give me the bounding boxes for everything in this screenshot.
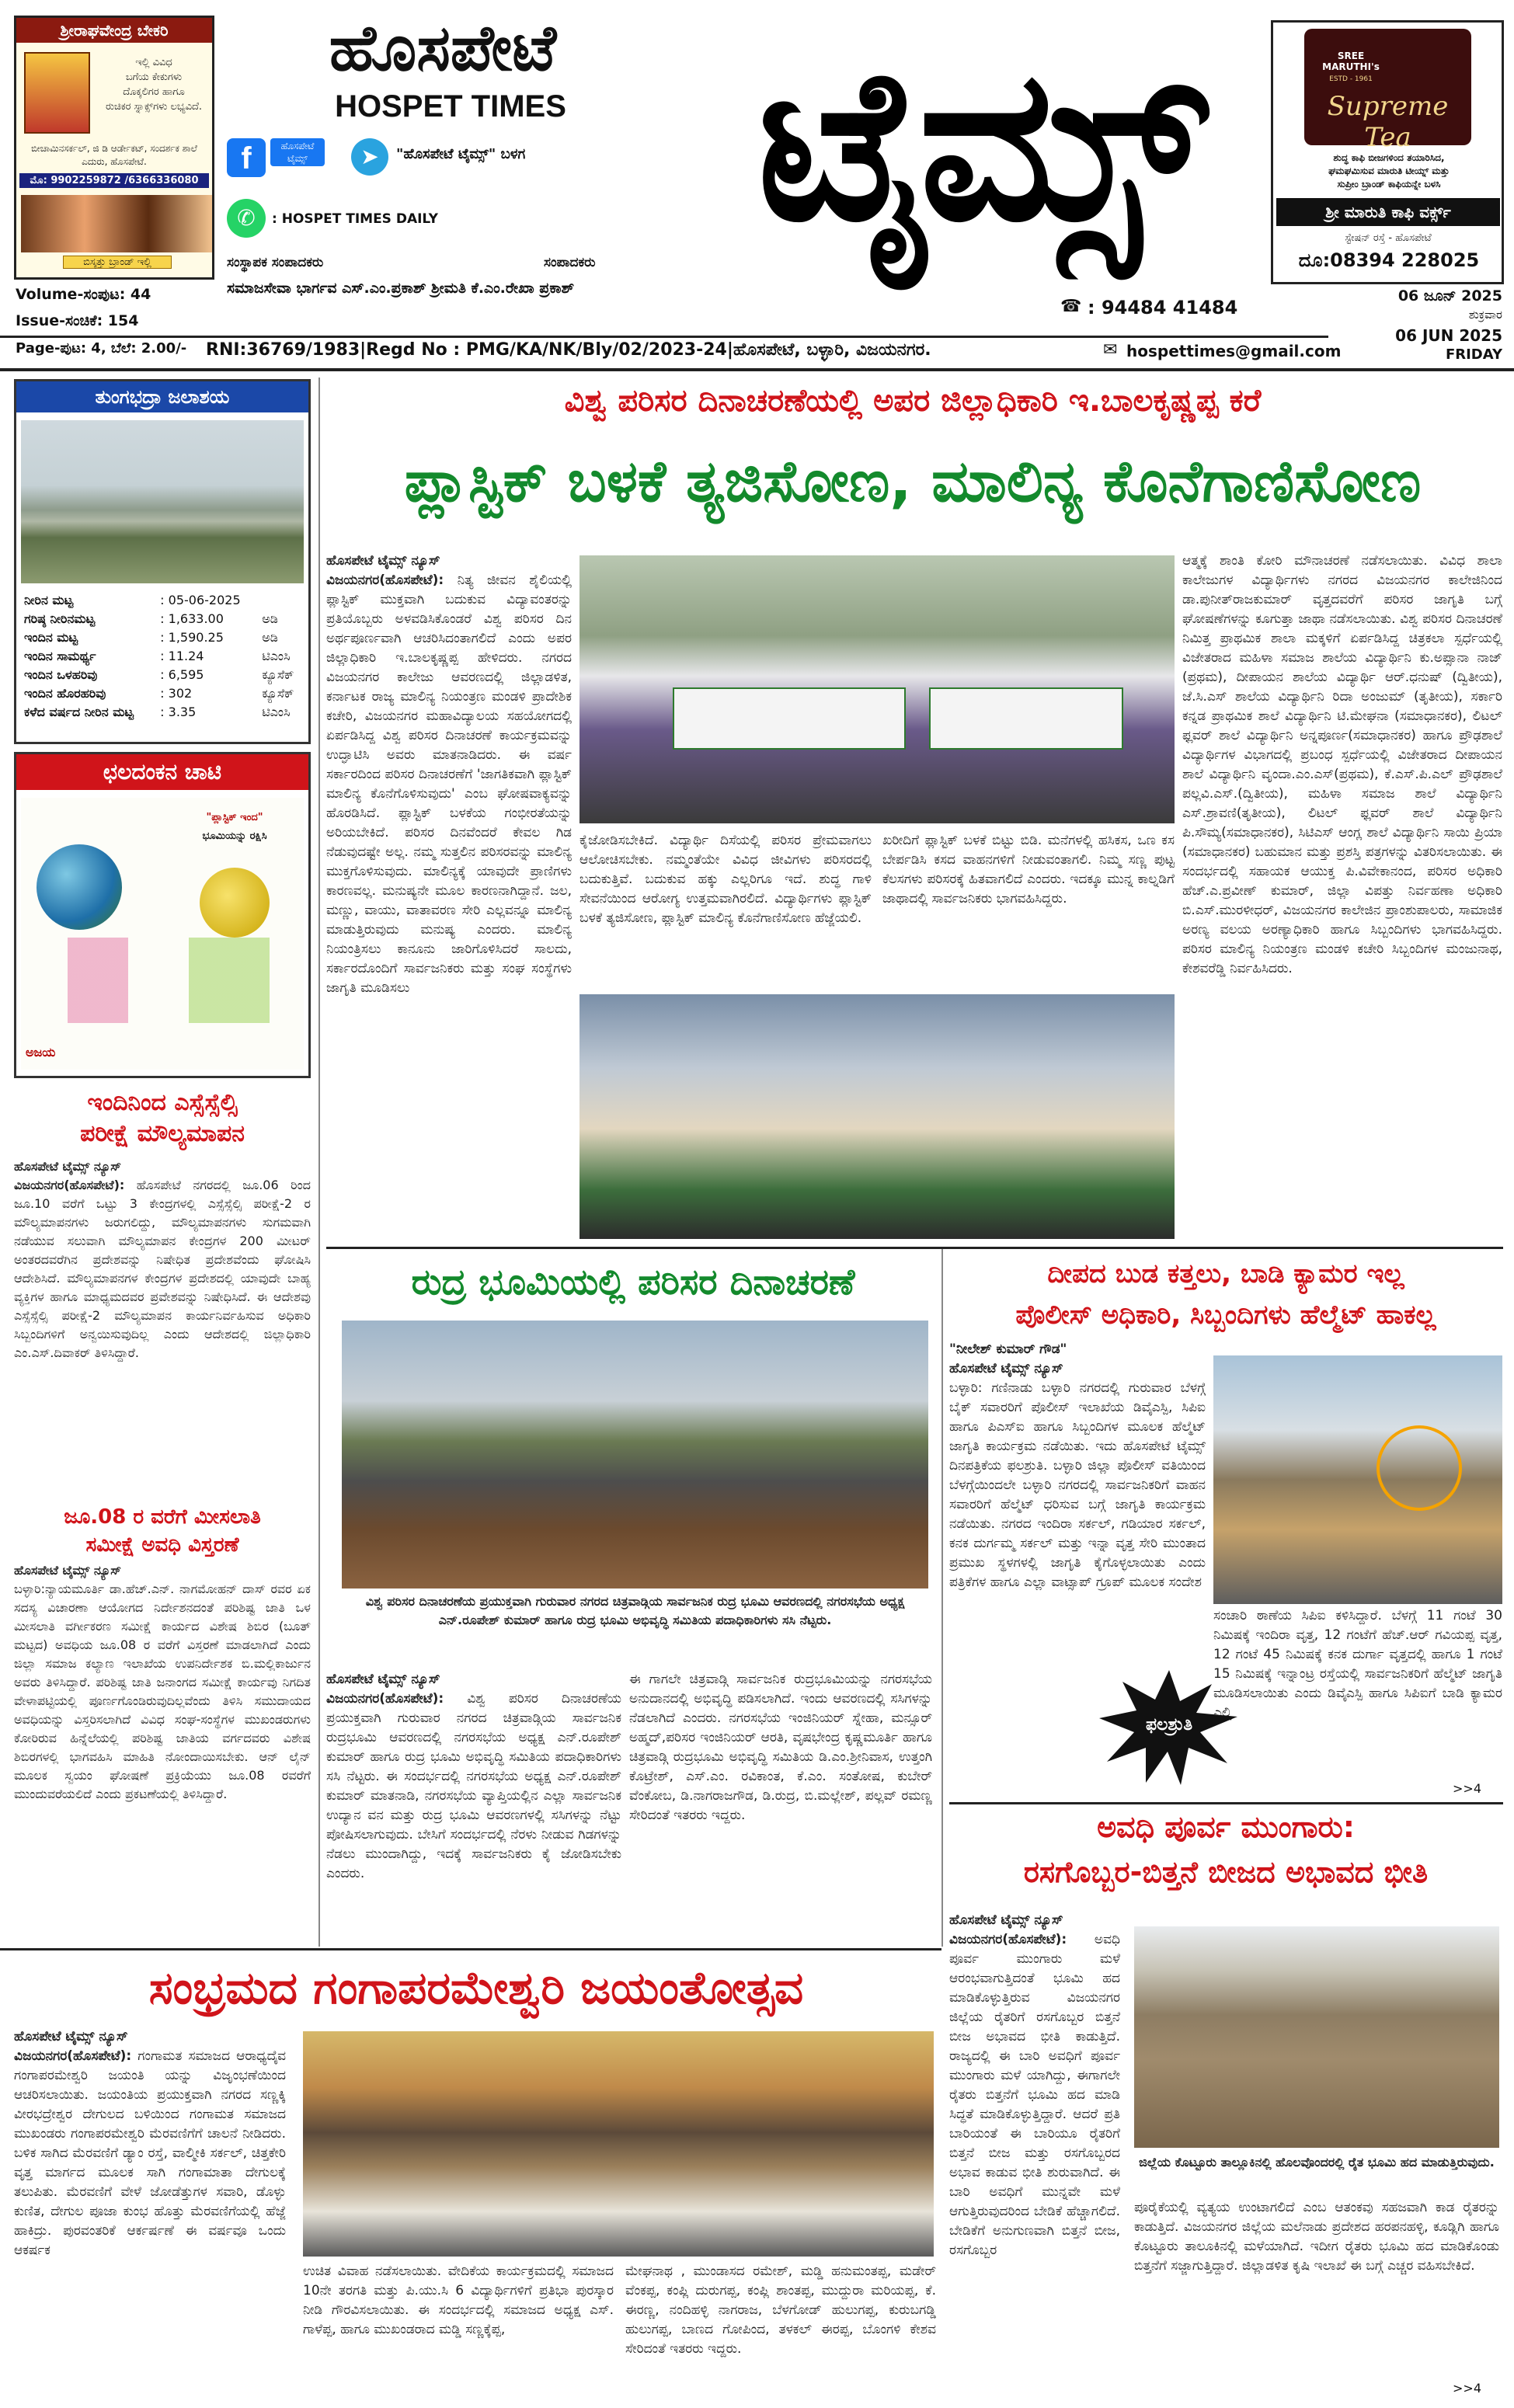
rudra-headline: ರುದ್ರ ಭೂಮಿಯಲ್ಲಿ ಪರಿಸರ ದಿನಾಚರಣೆ — [411, 1261, 855, 1303]
cake-image — [21, 195, 212, 252]
founder-label: ಸಂಸ್ಥಾಪಕ ಸಂಪಾದಕರು — [227, 255, 324, 270]
monsoon-headline-1: ಅವಧಿ ಪೂರ್ವ ಮುಂಗಾರು: — [1097, 1810, 1355, 1844]
police-more[interactable]: >>4 — [1453, 1781, 1481, 1796]
section-rule — [949, 1802, 1503, 1804]
byline: ಹೊಸಪೇಟೆ ಟೈಮ್ಸ್ ನ್ಯೂಸ್ — [949, 1912, 1063, 1928]
rudra-caption: ವಿಶ್ವ ಪರಿಸರ ದಿನಾಚರಣೆಯ ಪ್ರಯುಕ್ತವಾಗಿ ಗುರುವಾರ ನಗರದ ಚಿತ್ರವಾಡ್ಗಿಯ ಸಾರ್ವಜನಿಕ ರುದ್ರ ಭೂಮಿ ಆವರಣದಲ್ಲಿ ನಗರಸಭೆಯ ಅಧ್ಯಕ್ಷ ಎನ್.ರೂಪೇಶ್ ಕುಮಾರ್ ಹಾಗೂ ರುದ್ರ ಭೂಮಿ ಅಭಿವೃದ್ಧಿ ಸಮಿತಿಯ ಪದಾಧಿಕಾರಿಗಳು ಸಸಿ ನೆಟ್ಟರು. — [365, 1594, 905, 1627]
cartoon-title: ಛಲದಂಕನ ಚಾಟಿ — [16, 754, 308, 790]
story-body: ಅವಧಿ ಪೂರ್ವ ಮುಂಗಾರು ಮಳೆ ಆರಂಭವಾಗುತ್ತಿದಂತೆ ಭೂಮಿ ಹದ ಮಾಡಿಕೊಳ್ಳುತ್ತಿರುವ ವಿಜಯನಗರ ಜಿಲ್ಲೆಯ ರೈತರಿಗೆ ರಸಗೊಬ್ಬರ ಬಿತ್ತನೆ ಬೀಜ ಅಭಾವದ ಭೀತಿ ಕಾಡುತ್ತಿದೆ. ರಾಜ್ಯದಲ್ಲಿ ಈ ಬಾರಿ ಅವಧಿಗೆ ಪೂರ್ವ ಮುಂಗಾರು ಮಳೆ ಯಾಗಿದ್ದು, ಈಗಾಗಲೇ ರೈತರು ಬಿತ್ತನೆಗೆ ಭೂಮಿ ಹದ ಮಾಡಿ ಸಿದ್ಧತೆ ಮಾಡಿಕೊಳ್ಳುತ್ತಿದ್ದಾರೆ. ಆದರೆ ಪ್ರತಿ ಬಾರಿಯಂತೆ ಈ ಬಾರಿಯೂ ರೈತರಿಗೆ ಬಿತ್ತನೆ ಬೀಜ ಮತ್ತು ರಸಗೊಬ್ಬರದ ಅಭಾವ ಕಾಡುವ ಭೀತಿ ಶುರುವಾಗಿದೆ. ಈ ಬಾರಿ ಅವಧಿಗೆ ಮುನ್ನವೇ ಮಳೆ ಆಗುತ್ತಿರುವುದರಿಂದ ಬೇಡಿಕೆ ಹೆಚ್ಚಾಗಲಿದೆ. ಬೇಡಿಕೆಗೆ ಅನುಗುಣವಾಗಿ ಬಿತ್ತನೆ ಬೀಜ, ರಸಗೊಬ್ಬರ — [949, 1932, 1120, 2258]
dam-table-row — [21, 647, 304, 666]
masthead-bottom-rule — [0, 368, 1514, 371]
big-title: ಟೈಮ್ಸ್ — [757, 20, 1200, 267]
dateline: ವಿಜಯನಗರ(ಹೊಸಪೇಟೆ): — [14, 2048, 132, 2064]
tea-brand: Supreme Tea — [1327, 91, 1449, 153]
volume: Volume-ಸಂಪುಟ: 44 — [16, 286, 151, 303]
ganga-headline: ಸಂಭ್ರಮದ ಗಂಗಾಪರಮೇಶ್ವರಿ ಜಯಂತೋತ್ಸವ — [148, 1961, 804, 2014]
police-stamp — [1099, 1670, 1239, 1787]
telegram-icon[interactable]: ➤ — [351, 138, 388, 176]
ganga-col3: ಮೇಘನಾಥ , ಮುಂಡಾಸದ ರಮೇಶ್, ಮಡ್ಡಿ ಹನುಮಂತಪ್ಪ, ಮಡೇರ್ ವೆಂಕಪ್ಪ, ಕಂಪ್ಲಿ ದುರುಗಪ್ಪ, ಕಂಪ್ಲಿ ಶಾಂತಪ್ಪ, ಮುದ್ದುರಾ ಮರಿಯಪ್ಪ, ಕೆ. ಈರಣ್ಣ, ನಂದಿಹಳ್ಳಿ ನಾಗರಾಜ, ಬೆಳಗೋಡ್ ಹುಲುಗಪ್ಪ, ಕುರುಬಗಡ್ಡಿ ಹುಲುಗಪ್ಪ, ಬಾಣದ ಗೋಪಿಂದ, ತಳಕಲ್ ಈರಪ್ಪ, ಬೊಂಗಳಿ ಕೇಶವ ಸೇರಿದಂತೆ ಇತರರು ಇದ್ದರು. — [625, 2264, 936, 2357]
dam-metric-unit: ಕ್ಯೂಸೆಕ್ — [262, 686, 294, 701]
dateline: ವಿಜಯನಗರ(ಹೊಸಪೇಟೆ): — [326, 572, 444, 588]
lead-kicker: ವಿಶ್ವ ಪರಿಸರ ದಿನಾಚರಣೆಯಲ್ಲಿ ಅಪರ ಜಿಲ್ಲಾಧಿಕಾರಿ ಇ.ಬಾಲಕೃಷ್ಣಪ್ಪ ಕರೆ — [564, 383, 1262, 419]
byline: ಹೊಸಪೇಟೆ ಟೈಮ್ಸ್ ನ್ಯೂಸ್ — [14, 2029, 128, 2044]
cartoon-signature: ಅಜಯ — [26, 1045, 56, 1060]
tea-shop: ಶ್ರೀ ಮಾರುತಿ ಕಾಫಿ ವರ್ಕ್ಸ್ — [1276, 198, 1500, 226]
issue: Issue-ಸಂಚಿಕೆ: 154 — [16, 312, 139, 329]
column-rule — [318, 378, 320, 1947]
dam-metric-unit: ಟಿಎಂಸಿ — [262, 705, 291, 719]
cartoon-bubble: ಭೂಮಿಯನ್ನು ರಕ್ಷಿಸಿ — [202, 830, 267, 842]
deity-image — [24, 52, 90, 134]
left-story — [14, 1157, 311, 1507]
ganga-col2: ಉಚಿತ ವಿವಾಹ ನಡೆಸಲಾಯಿತು. ವೇದಿಕೆಯ ಕಾರ್ಯಕ್ರಮದಲ್ಲಿ ಸಮಾಜದ 10ನೇ ತರಗತಿ ಮತ್ತು ಪಿ.ಯು.ಸಿ 6 ವಿದ್ಯಾರ್ಥಿಗಳಿಗೆ ಪ್ರತಿಭಾ ಪುರಸ್ಕಾರ ನೀಡಿ ಗೌರವಿಸಲಾಯಿತು. ಈ ಸಂದರ್ಭದಲ್ಲಿ ಸಮಾಜದ ಅಧ್ಯಕ್ಷ ಎಸ್. ಗಾಳೆಪ್ಪ, ಹಾಗೂ ಮುಖಂಡರಾದ ಮಡ್ಡಿ ಸಣ್ಣಕ್ಕೆಪ್ಪ, — [303, 2264, 614, 2337]
dam-metric-label: ಇಂದಿನ ಮಟ್ಟ — [24, 630, 78, 645]
right-advertisement — [1271, 20, 1504, 284]
story-body: ಬಳ್ಳಾರಿ: ಗಣಿನಾಡು ಬಳ್ಳಾರಿ ನಗರದಲ್ಲಿ ಗುರುವಾರ ಬೆಳಗ್ಗೆ ಬೈಕ್ ಸವಾರರಿಗೆ ಪೊಲೀಸ್ ಇಲಾಖೆಯ ಡಿವೈಎಸ್ಪಿ, ಸಿಪಿಐ ಹಾಗೂ ಪಿಎಸ್‌ಐ ಹಾಗೂ ಸಿಬ್ಬಂದಿಗಳ ಮೂಲಕ ಹೆಲ್ಮೆಟ್ ಜಾಗೃತಿ ಕಾರ್ಯಕ್ರಮ ನಡೆಯಿತು. ಇದು ಹೊಸಪೇಟೆ ಟೈಮ್ಸ್ ದಿನಪತ್ರಿಕೆಯ ಫಲಶ್ರುತಿ. ಬಳ್ಳಾರಿ ಜಿಲ್ಲಾ ಪೊಲೀಸ್ ವತಿಯಿಂದ ಬೆಳಗ್ಗೆಯಿಂದಲೇ ಬಳ್ಳಾರಿ ನಗರದಲ್ಲಿ ಸಾರ್ವಜನಿಕರಿಗೆ ವಾಹನ ಸವಾರರಿಗೆ ಹೆಲ್ಮೆಟ್ ಧರಿಸುವ ಬಗ್ಗೆ ಜಾಗೃತಿ ಕಾರ್ಯಕ್ರಮ ನಡೆಯಿತು. ನಗರದ ಇಂದಿರಾ ಸರ್ಕಲ್, ಗಡಿಯಾರ ಸರ್ಕಲ್, ಕನಕ ದುರ್ಗಮ್ಮ ಸರ್ಕಲ್ ಮತ್ತು ಇನ್ನಾ ವೃತ್ತ ಸೇರಿ ಮುಂತಾದ ಪ್ರಮುಖ ಸ್ಥಳಗಳಲ್ಲಿ ಜಾಗೃತಿ ಕೈಗೊಳ್ಳಲಾಯಿತು ಎಂದು ಪತ್ರಿಕೆಗಳ ಹಾಗೂ ಎಲ್ಲಾ ವಾಟ್ಸಾಪ್ ಗ್ರೂಪ್ ಮೂಲಕ ಸಂದೇಶ — [949, 1380, 1206, 1590]
lead-story-col1 — [326, 552, 572, 1251]
story-body: ಗಂಗಾಮತ ಸಮಾಜದ ಆರಾಧ್ಯದೈವ ಗಂಗಾಪರಮೇಶ್ವರಿ ಜಯಂತಿ ಯನ್ನು ವಿಜೃಂಭಣೆಯಿಂದ ಆಚರಿಸಲಾಯಿತು. ಜಯಂತಿಯ ಪ್ರಯುಕ್ತವಾಗಿ ನಗರದ ಸಣ್ಣಕ್ಕಿ ವೀರಭದ್ರೇಶ್ವರ ದೇಗುಲದ ಬಳಿಯಿಂದ ಗಂಗಾಮತ ಸಮಾಜದ ಮುಖಂಡರು ಗಂಗಾಪರಮೇಶ್ವರಿ ಮೆರವಣಿಗೆಗೆ ಚಾಲನೆ ನೀಡಿದರು. ಬಳಿಕ ಸಾಗಿದ ಮೆರವಣಿಗೆ ಡ್ಯಾಂ ರಸ್ತೆ, ವಾಲ್ಮೀಕಿ ಸರ್ಕಲ್, ಚಿತ್ತಕೇರಿ ವೃತ್ತ ಮಾರ್ಗದ ಮೂಲಕ ಸಾಗಿ ಗಂಗಾಮಾತಾ ದೇಗುಲಕ್ಕೆ ತಲುಪಿತು. ಮೆರವಣಿಗೆ ವೇಳೆ ಜೋಡೆತ್ತುಗಳ ಸವಾರಿ, ಡೊಳ್ಳು ಕುಣಿತ, ದೇಗುಲ ಪೂಜಾ ಕುಂಭ ಹೊತ್ತು ಮೆರವಣಿಗೆಯಲ್ಲಿ ಹೆಜ್ಜೆ ಹಾಕಿದ್ರು. ಪುರವಂತರಿಕೆ ಆರ್ಕರ್ಷಣೆ ಈ ವರ್ಷವೂ ಒಂದು ಆಕರ್ಷಕ — [14, 2048, 286, 2258]
section-rule — [0, 1948, 941, 1950]
police-headline-2: ಪೊಲೀಸ್ ಅಧಿಕಾರಿ, ಸಿಬ್ಬಂದಿಗಳು ಹೆಲ್ಮೆಟ್ ಹಾಕಲ್ಲ — [1015, 1300, 1436, 1331]
lead-photo-plant — [579, 994, 1175, 1239]
dam-table-row — [21, 628, 304, 647]
cartoon-box — [14, 752, 311, 1078]
stamp-text: ಫಲಶ್ರುತಿ — [1145, 1715, 1193, 1735]
cartoon-figures — [68, 938, 270, 1023]
story-body: ಹೊಸಪೇಟೆ ನಗರದಲ್ಲಿ ಜೂ.06 ರಿಂದ ಜೂ.10 ವರೆಗೆ ಒಟ್ಟು 3 ಕೇಂದ್ರಗಳಲ್ಲಿ ಎಸ್ಸೆಸ್ಸೆಲ್ಸಿ ಪರೀಕ್ಷೆ-2 ರ ಮೌಲ್ಯಮಾಪನಗಳು ಜರುಗಲಿದ್ದು, ಮೌಲ್ಯಮಾಪನಗಳು ಸುಗಮವಾಗಿ ನಡೆಯುವ ಸಲುವಾಗಿ ಮೌಲ್ಯಮಾಪನ ಕೇಂದ್ರಗಳ 200 ಮೀಟರ್ ಅಂತರದವರೆಗಿನ ಪ್ರದೇಶವನ್ನು ನಿಷೇಧಿತ ಪ್ರದೇಶವೆಂದು ಘೋಷಿಸಿ ಆದೇಶಿಸಿದೆ. ಮೌಲ್ಯಮಾಪನಗಳ ಕೇಂದ್ರಗಳ ಪ್ರದೇಶದಲ್ಲಿ ಯಾವುದೇ ಬಾಹ್ಯ ವ್ಯಕ್ತಿಗಳ ಹಾಗೂ ಮಾಧ್ಯಮದವರ ಪ್ರವೇಶವನ್ನು ನಿಷೇಧಿಸಿದೆ. ಈ ಆದೇಶವು ಎಸ್ಸೆಸ್ಸೆಲ್ಸಿ ಪರೀಕ್ಷೆ-2 ಮೌಲ್ಯಮಾಪನ ಕಾರ್ಯನಿರ್ವಹಿಸುವ ಅಧಿಕಾರಿ ಸಿಬ್ಬಂದಿಗಳಿಗೆ ಅನ್ವಯಿಸುವುದಿಲ್ಲ ಎಂದು ಆದೇಶದಲ್ಲಿ ಜಿಲ್ಲಾಧಿಕಾರಿ ಎಂ.ಎಸ್.ದಿವಾಕರ್ ತಿಳಿಸಿದ್ದಾರೆ. — [14, 1178, 311, 1360]
left-story2-headline — [14, 1503, 311, 1559]
masthead-rule — [0, 336, 1328, 338]
facebook-icon[interactable]: f — [227, 138, 266, 177]
earth-figure — [200, 868, 270, 938]
tea-phone: ದೂ:08394 228025 — [1298, 249, 1480, 271]
highlight-circle — [1377, 1425, 1462, 1511]
left-story-headline — [14, 1087, 311, 1150]
cartoon-image — [21, 798, 304, 1070]
story-body: ನಿತ್ಯ ಜೀವನ ಶೈಲಿಯಲ್ಲಿ ಪ್ಲಾಸ್ಟಿಕ್ ಮುಕ್ತವಾಗಿ ಬದುಕುವ ವಿದ್ಯಾವಂತರನ್ನು ಪ್ರತಿಯೊಬ್ಬರು ಅಳವಡಿಸಿಕೊಂಡರೆ ವಿಶ್ವ ಪರಿಸರ ದಿನ ಅರ್ಥಪೂರ್ಣವಾಗಿ ಆಚರಿಸಿದಂತಾಗಲಿದೆ ಎಂದು ಅಪರ ಜಿಲ್ಲಾಧಿಕಾರಿ ಇ.ಬಾಲಕೃಷ್ಣಪ್ಪ ಹೇಳಿದರು. ನಗರದ ವಿಜಯನಗರ ಕಾಲೇಜು ಆವರಣದಲ್ಲಿ ಜಿಲ್ಲಾಡಳಿತ, ಕರ್ನಾಟಕ ರಾಜ್ಯ ಮಾಲಿನ್ಯ ನಿಯಂತ್ರಣ ಮಂಡಳಿ ಪ್ರಾದೇಶಿಕ ಕಚೇರಿ, ವಿಜಯನಗರ ಮಹಾವಿದ್ಯಾಲಯ ಸಹಯೋಗದಲ್ಲಿ ಏರ್ಪಡಿಸಿದ್ದ ವಿಶ್ವ ಪರಿಸರ ದಿನಾಚರಣೆ ಕಾರ್ಯಕ್ರಮವನ್ನು ಉದ್ಘಾಟಿಸಿ ಅವರು ಮಾತನಾಡಿದರು. ಈ ವರ್ಷ ಸರ್ಕಾರದಿಂದ ಪರಿಸರ ದಿನಾಚರಣೆಗೆ 'ಜಾಗತಿಕವಾಗಿ ಪ್ಲಾಸ್ಟಿಕ್ ಮಾಲಿನ್ಯ ಕೊನೆಗೊಳಿಸುವುದು' ಎಂಬ ಘೋಷವಾಕ್ಯವನ್ನು ಹೊರಡಿಸಿದೆ. ಪ್ಲಾಸ್ಟಿಕ್ ಬಳಕೆಯ ಗಂಭೀರತೆಯನ್ನು ಅರಿಯಬೇಕಿದೆ. ಪರಿಸರ ದಿನವೆಂದರೆ ಕೇವಲ ಗಿಡ ನೆಡುವುದಷ್ಟೇ ಅಲ್ಲ. ನಮ್ಮ ಸುತ್ತಲಿನ ಪರಿಸರವನ್ನು ಮಾಲಿನ್ಯ ಮುಕ್ತಗೊಳಿಸುವುದು. ಮಾಲಿನ್ಯಕ್ಕೆ ಯಾವುದೇ ಪ್ರಾಣಿಗಳು ಕಾರಣವಲ್ಲ. ಮನುಷ್ಯನೇ ಮೂಲ ಕಾರಣನಾಗಿದ್ದಾನೆ. ಜಲ, ಮಣ್ಣು, ವಾಯು, ವಾತಾವರಣ ಸೇರಿ ಎಲ್ಲವನ್ನೂ ಮಾಲಿನ್ಯ ಮಾಡುತ್ತಿರುವುದು ಮನುಷ್ಯ ಎಂದರು. ಮಾಲಿನ್ಯ ನಿಯಂತ್ರಿಸಲು ಕಾನೂನು ಜಾರಿಗೊಳಿಸಿದರೆ ಸಾಲದು, ಸರ್ಕಾರದೊಂದಿಗೆ ಸಾರ್ವಜನಿಕರು ಮತ್ತು ಸಂಘ ಸಂಸ್ಥೆಗಳು ಜಾಗೃತಿ ಮೂಡಿಸಲು — [326, 572, 572, 996]
dam-metric-label: ಇಂದಿನ ಒಳಹರಿವು — [24, 667, 98, 682]
tea-brand-est: ESTD - 1961 — [1329, 75, 1373, 83]
lead-story-col4: ಆತ್ಮಕ್ಕೆ ಶಾಂತಿ ಕೋರಿ ಮೌನಾಚರಣೆ ನಡೆಸಲಾಯಿತು. ವಿವಿಧ ಶಾಲಾ ಕಾಲೇಜುಗಳ ವಿದ್ಯಾರ್ಥಿಗಳು ನಗರದ ವಿಜಯನಗರ ಕಾಲೇಜಿನಿಂದ ಡಾ.ಪುನೀತ್‌ರಾಜಕುಮಾರ್ ವೃತ್ತದವರೆಗೆ ಪರಿಸರ ಜಾಗೃತಿ ಬಗ್ಗೆ ಘೋಷಣೆಗಳನ್ನು ಕೂಗುತ್ತಾ ಜಾಥಾ ನಡೆಸಲಾಯಿತು. ವಿಶ್ವ ಪರಿಸರ ದಿನಾಚರಣೆ ನಿಮಿತ್ತ ಪ್ರಾಥಮಿಕ ಶಾಲಾ ಮಕ್ಕಳಿಗೆ ಏರ್ಪಡಿಸಿದ್ದ ಚಿತ್ರಕಲಾ ಸ್ಪರ್ಧೆಯಲ್ಲಿ ವಿಜೇತರಾದ ಮಹಿಳಾ ಸಮಾಜ ಶಾಲೆಯ ವಿದ್ಯಾರ್ಥಿನಿ ಕು.ಅಪ್ಸಾನಾ ನಾಜ್ (ಪ್ರಥಮ), ದೀಪಾಯನ ಶಾಲೆಯ ವಿದ್ಯಾರ್ಥಿ ಆರ್.ಧನುಷ್ (ದ್ವಿತೀಯ), ಜೆ.ಸಿ.ಎಸ್ ಶಾಲೆಯ ವಿದ್ಯಾರ್ಥಿನಿ ರಿದಾ ಅಂಜುಮ್ (ತೃತೀಯ), ಸರ್ಕಾರಿ ಕನ್ನಡ ಪ್ರಾಥಮಿಕ ಶಾಲೆ ವಿದ್ಯಾರ್ಥಿನಿ ಟಿ.ಮೇಘನಾ (ಸಮಾಧಾನಕರ), ಲಿಟಲ್ ಫ್ಲವರ್ ಶಾಲೆ ವಿದ್ಯಾರ್ಥಿನಿ ಅನ್ನಪೂರ್ಣ(ಸಮಾಧಾನಕರ) ಹಾಗೂ ಪ್ರೌಢಶಾಲೆ ವಿದ್ಯಾರ್ಥಿಗಳ ವಿಭಾಗದಲ್ಲಿ ಪ್ರಬಂಧ ಸ್ಪರ್ಧೆಯಲ್ಲಿ ವಿಜೇತರಾದ ದೀಪಾಯನ ಶಾಲೆ ವಿದ್ಯಾರ್ಥಿನಿ ವೃಂದಾ.ಎಂ.ಎಸ್(ಪ್ರಥಮ), ಕೆ.ಎಸ್.ಪಿ.ಎಲ್ ಪ್ರೌಢಶಾಲೆ ಪಲ್ಲವಿ.ಎಸ್.(ದ್ವಿತೀಯ), ಮಹಿಳಾ ಸಮಾಜ ಶಾಲೆ ವಿದ್ಯಾರ್ಥಿನಿ ಎಸ್.ಶ್ರಾವಣಿ(ತೃತೀಯ), ಲಿಟಲ್ ಫ್ಲವರ್ ಶಾಲೆ ವಿದ್ಯಾರ್ಥಿನಿ ಪಿ.ಸೌಮ್ಯ(ಸಮಾಧಾನಕರ), ಸಿಟಿಎಸ್ ಆಂಗ್ಲ ಶಾಲೆ ವಿದ್ಯಾರ್ಥಿನಿ ಸಾಯಿ ಪ್ರಿಯಾ (ಸಮಾಧಾನಕರ) ಬಹುಮಾನ ಮತ್ತು ಪ್ರಶಸ್ತಿ ಪತ್ರಗಳನ್ನು ವಿತರಿಸಲಾಯಿತು. ಈ ಸಂದರ್ಭದಲ್ಲಿ ಸಹಾಯಕ ಆಯುಕ್ತ ಪಿ.ವಿವೇಕಾನಂದ, ಪರಿಸರ ಅಧಿಕಾರಿ ಹೆಚ್.ಎ.ಪ್ರವೀಣ್ ಕುಮಾರ್, ಜಿಲ್ಲಾ ವಿಪತ್ತು ನಿರ್ವಹಣಾ ಅಧಿಕಾರಿ ಬಿ.ಎಸ್.ಮುರಳೀಧರ್, ವಿಜಯನಗರ ಕಾಲೇಜಿನ ಪ್ರಾಂಶುಪಾಲರು, ಸಾಮಾಜಿಕ ಅರಣ್ಯ ವಲಯ ಅರಣ್ಯಾಧಿಕಾರಿ ಹಾಗೂ ಸಿಬ್ಬಂದಿಗಳು ಭಾಗವಹಿಸಿದ್ದರು. ಪರಿಸರ ಮಾಲಿನ್ಯ ನಿಯಂತ್ರಣ ಮಂಡಳಿ ಕಚೇರಿ ಸಿಬ್ಬಂದಿಗಳ ಮಂಜುನಾಥ, ಕೇಶವರೆಡ್ಡಿ ನಿರ್ವಹಿಸಿದರು. — [1182, 553, 1502, 976]
dam-metric-value: : 11.24 — [160, 649, 204, 663]
headline-line: ಪರೀಕ್ಷೆ ಮೌಲ್ಯಮಾಪನ — [80, 1120, 245, 1147]
rudra-col1 — [326, 1670, 621, 1946]
editor-names: ಸಮಾಜಸೇವಾ ಭಾರ್ಗವ ಎಸ್.ಎಂ.ಪ್ರಕಾಶ್ ಶ್ರೀಮತಿ ಕೆ.ಎಂ.ರೇಖಾ ಪ್ರಕಾಶ್ — [227, 280, 575, 297]
email-icon: ✉ — [1103, 340, 1118, 360]
dam-table-row — [21, 591, 304, 610]
dam-table — [21, 591, 304, 722]
dam-box — [14, 379, 311, 744]
left-ad-line: ದೊಕ್ಕಲಿಗರ ಹಾಗೂ — [123, 86, 185, 98]
dam-metric-value: : 3.35 — [160, 705, 197, 719]
kannada-name: ಹೊಸಪೇಟೆ — [329, 11, 557, 85]
dam-table-row — [21, 666, 304, 684]
lead-photo-rally — [579, 555, 1175, 823]
telegram-label: "ಹೊಸಪೇಟೆ ಟೈಮ್ಸ್" ಬಳಗ — [396, 146, 526, 162]
police-col2: ಸಂಚಾರಿ ಠಾಣೆಯ ಸಿಪಿಐ ಕಳಿಸಿದ್ದಾರೆ. ಬೆಳಗ್ಗೆ 11 ಗಂಟೆ 30 ನಿಮಿಷಕ್ಕೆ ಇಂದಿರಾ ವೃತ್ತ, 12 ಗಂಟೆಗೆ ಹೆಚ್.ಆರ್ ಗವಿಯಪ್ಪ ವೃತ್ತ, 12 ಗಂಟೆ 45 ನಿಮಿಷಕ್ಕೆ ಕನಕ ದುರ್ಗಾ ವೃತ್ತದಲ್ಲಿ ಹಾಗೂ 1 ಗಂಟೆ 15 ನಿಮಿಷಕ್ಕೆ ಇನ್ನಾಂಟ್ರ ರಸ್ತೆಯಲ್ಲಿ ಸಾರ್ವಜನಿಕರಿಗೆ ಹೆಲ್ಮೆಟ್ ಜಾಗೃತಿ ಮೂಡಿಸಲಾಯಿತು ಎಂದು ಡಿವೈಎಸ್ಪಿ ಹಾಗೂ ಸಿಪಿಐಗೆ ಬಾಡಿ ಕ್ಯಾಮರ ಎಲ್ಲಿ — [1213, 1608, 1502, 1721]
lead-story-col3: ಖರೀದಿಗೆ ಪ್ಲಾಸ್ಟಿಕ್ ಬಳಕೆ ಬಿಟ್ಟು ಬಿಡಿ. ಮನೆಗಳಲ್ಲಿ ಹಸಿಕಸ, ಒಣ ಕಸ ಬೇರ್ಪಡಿಸಿ ಕಸದ ವಾಹನಗಳಿಗೆ ನೀಡುವಂತಾಗಲಿ. ನಿಮ್ಮ ಸಣ್ಣ ಪುಟ್ಟ ಕೆಲಸಗಳು ಪರಿಸರಕ್ಕೆ ಹಿತವಾಗಲಿದೆ ಎಂದರು. ಇದಕ್ಕೂ ಮುನ್ನ ಕಾಲ್ನಡಿಗೆ ಜಾಥಾದಲ್ಲಿ ಸಾರ್ವಜನಿಕರು ಭಾಗವಹಿಸಿದ್ದರು. — [882, 833, 1175, 906]
banner-shape — [673, 687, 906, 750]
dam-metric-unit: ಅಡಿ — [262, 611, 278, 626]
left-advertisement — [14, 16, 214, 280]
cartoon-bubble: "ಪ್ಲಾಸ್ಟಿಕ್ ಇಂದ" — [206, 812, 263, 823]
rudra-photo — [342, 1321, 928, 1589]
headline-line: ಸಮೀಕ್ಷೆ ಅವಧಿ ವಿಸ್ತರಣೆ — [85, 1533, 239, 1557]
editor-label: ಸಂಪಾದಕರು — [544, 255, 596, 270]
headline-line: ಇಂದಿನಿಂದ ಎಸ್ಸೆಸ್ಸೆಲ್ಸಿ — [87, 1089, 238, 1116]
tea-address: ಸ್ಟೇಷನ್ ರಸ್ತೆ - ಹೊಸಪೇಟೆ — [1345, 232, 1432, 244]
left-ad-lines — [96, 55, 212, 114]
lead-story-col2: ಕೈಜೋಡಿಸಬೇಕಿದೆ. ವಿದ್ಯಾರ್ಥಿ ದಿಸೆಯಲ್ಲಿ ಪರಿಸರ ಪ್ರೇಮವಾಗಲು ಆಲೋಚಿಸಬೇಕು. ನಮ್ಮಂತೆಯೇ ವಿವಿಧ ಜೀವಿಗಳು ಪರಿಸರದಲ್ಲಿ ಬದುಕುತ್ತಿವೆ. ಬದುಕುವ ಹಕ್ಕು ಎಲ್ಲರಿಗೂ ಇದೆ. ಶುದ್ಧ ಗಾಳಿ ಸೇವನೆಯಿಂದ ಆರೋಗ್ಯ ಉತ್ತಮವಾಗಿರಲಿದೆ. ವಿದ್ಯಾರ್ಥಿಗಳು ಪ್ಲಾಸ್ಟಿಕ್ ಬಳಕೆ ತ್ಯಜಿಸೋಣ, ಪ್ಲಾಸ್ಟಿಕ್ ಮಾಲಿನ್ಯ ಕೊನೆಗಾಣಿಸೋಣ ಹೆಜ್ಜೆಯಲಿ. — [579, 833, 872, 926]
byline: ಹೊಸಪೇಟೆ ಟೈಮ್ಸ್ ನ್ಯೂಸ್ — [14, 1159, 121, 1174]
masthead — [0, 0, 1514, 365]
dam-metric-label: ಗರಿಷ್ಠ ನೀರಿನಮಟ್ಟ — [24, 611, 96, 626]
whatsapp-label: : HOSPET TIMES DAILY — [272, 211, 438, 227]
dam-metric-value: : 302 — [160, 686, 193, 701]
monsoon-col1 — [949, 1911, 1120, 2396]
tea-ad-line: ಸುಪ್ರೀಂ ಬ್ರಾಂಡ್ ಕಾಫಿಯನ್ನೇ ಬಳಸಿ — [1337, 179, 1441, 190]
byline: ಹೊಸಪೇಟೆ ಟೈಮ್ಸ್ ನ್ಯೂಸ್ — [14, 1563, 121, 1578]
left-ad-line: ಬಗೆಯ ಕೇಕುಗಳು — [125, 71, 183, 83]
dam-table-row — [21, 610, 304, 628]
left-story2 — [14, 1561, 311, 1942]
day-kannada: ಶುಕ್ರವಾರ — [1468, 308, 1502, 322]
police-photo — [1213, 1355, 1502, 1604]
tea-ad-line: ಘಮಘಮಿಸುವ ಮಾರುತಿ ಟೀಯ್ನ್ ಮತ್ತು — [1328, 165, 1450, 176]
dam-metric-value: : 6,595 — [160, 667, 204, 682]
byline: ಹೊಸಪೇಟೆ ಟೈಮ್ಸ್ ನ್ಯೂಸ್ — [326, 553, 440, 569]
tea-ad-lines — [1276, 151, 1502, 191]
dam-metric-value: : 1,590.25 — [160, 630, 224, 645]
byline: ಹೊಸಪೇಟೆ ಟೈಮ್ಸ್ ನ್ಯೂಸ್ — [326, 1672, 440, 1687]
globe-figure — [37, 844, 122, 930]
monsoon-photo — [1134, 1926, 1499, 2148]
monsoon-col2: ಪೂರೈಕೆಯಲ್ಲಿ ವ್ಯತ್ಯಯ ಉಂಟಾಗಲಿದೆ ಎಂಬ ಆತಂಕವು ಸಹಜವಾಗಿ ಕಾಡ ರೈತರನ್ನು ಕಾಡುತ್ತಿದೆ. ವಿಜಯನಗರ ಜಿಲ್ಲೆಯ ಮಲೆನಾಡು ಪ್ರದೇಶದ ಹರಪನಹಳ್ಳಿ, ಕೂಡ್ಲಿಗಿ ಹಾಗೂ ಕೊಟ್ಟೂರು ತಾಲೂಕಿನಲ್ಲಿ ಮಳೆಯಾಗಿದೆ. ಇದೀಗ ರೈತರು ಭೂಮಿ ಹದ ಮಾಡಿಕೊಂಡು ಬಿತ್ತನೆಗೆ ಸಜ್ಜಾಗುತ್ತಿದ್ದಾರೆ. ಜಿಲ್ಲಾಡಳಿತ ಕೃಷಿ ಇಲಾಖೆ ಈ ಬಗ್ಗೆ ಎಚ್ಚರ ವಹಿಸಬೇಕಿದೆ. — [1134, 2200, 1499, 2274]
dateline: ವಿಜಯನಗರ(ಹೊಸಪೇಟೆ): — [14, 1178, 125, 1192]
dateline: ವಿಜಯನಗರ(ಹೊಸಪೇಟೆ): — [326, 1691, 444, 1707]
lead-headline: ಪ್ಲಾಸ್ಟಿಕ್ ಬಳಕೆ ತ್ಯಜಿಸೋಣ, ಮಾಲಿನ್ಯ ಕೊನೆಗಾಣಿಸೋಣ — [404, 448, 1422, 515]
page-price: Page-ಪುಟ: 4, ಬೆಲೆ: 2.00/- — [16, 340, 187, 357]
newspaper-phone: : 94484 41484 — [1088, 297, 1238, 318]
facebook-label: ಹೊಸಪೇಟೆ ಟೈಮ್ಸ್ — [270, 138, 325, 166]
dam-metric-unit — [259, 591, 304, 610]
day-english: FRIDAY — [1445, 346, 1502, 363]
dam-metric-label: ಕಳೆದ ವರ್ಷದ ನೀರಿನ ಮಟ್ಟ — [24, 705, 134, 719]
dateline: ವಿಜಯನಗರ(ಹೊಸಪೇಟೆ): — [949, 1932, 1067, 1947]
dam-metric-label: ಇಂದಿನ ಹೊರಹರಿವು — [24, 686, 106, 701]
date-kannada: 06 ಜೂನ್ 2025 — [1397, 287, 1502, 304]
rudra-col2: ಈ ಗಾಗಲೇ ಚಿತ್ರವಾಡ್ಗಿ ಸಾರ್ವಜನಿಕ ರುದ್ರಭೂಮಿಯನ್ನು ನಗರಸಭೆಯ ಅನುದಾನದಲ್ಲಿ ಅಭಿವೃದ್ಧಿ ಪಡಿಸಲಾಗಿದೆ. ಇಂದು ಆವರಣದಲ್ಲಿ ಸಸಿಗಳನ್ನು ನೆಡಲಾಗಿದೆ ಎಂದರು. ನಗರಸಭೆಯ ಇಂಜಿನಿಯರ್ ಸ್ನೇಹಾ, ಮನ್ಸೂರ್ ಅಹ್ಮದ್,ಪರಿಸರ ಇಂಜಿನಿಯರ್ ಆರತಿ, ವೃಷಭೇಂದ್ರ ಕೃಷ್ಣಮೂರ್ತಿ ಹಾಗೂ ಚಿತ್ರವಾಡ್ಗಿ ರುದ್ರಭೂಮಿ ಅಭಿವೃದ್ಧಿ ಸಮಿತಿಯ ಡಿ.ಎಂ.ಶ್ರೀನಿವಾಸ, ಉತ್ತಂಗಿ ಕೊಟ್ರೇಶ್, ಎಸ್.ಎಂ. ರವಿಕಾಂತ, ಕೆ.ಎಂ. ಸಂತೋಷ, ಕುಬೇರ್ ವೆಂಕೋಬ, ಡಿ.ನಾಗರಾಜಗೌಡ, ಡಿ.ರುದ್ರ, ಬಿ.ಮಲ್ಲೇಶ್, ಪಲ್ಲವ್ ರಮಣ್ಣ ಸೇರಿದಂತೆ ಇತರರು ಇದ್ದರು. — [629, 1672, 932, 1823]
column-rule — [941, 1249, 943, 1947]
left-ad-phone: ಮೊ: 9902259872 /6366336080 — [19, 173, 209, 188]
dam-metric-label: ನೀರಿನ ಮಟ್ಟ — [24, 593, 74, 607]
dam-table-row — [21, 684, 304, 703]
story-body: ವಿಶ್ವ ಪರಿಸರ ದಿನಾಚರಣೆಯ ಪ್ರಯುಕ್ತವಾಗಿ ಗುರುವಾರ ನಗರದ ಚಿತ್ರವಾಡ್ಗಿಯ ಸಾರ್ವಜನಿಕ ರುದ್ರಭೂಮಿ ಆವರಣದಲ್ಲಿ ನಗರಸಭೆಯ ಅಧ್ಯಕ್ಷ ಎನ್.ರೂಪೇಶ್ ಕುಮಾರ್ ಹಾಗೂ ರುದ್ರ ಭೂಮಿ ಅಭಿವೃದ್ಧಿ ಸಮಿತಿಯ ಪದಾಧಿಕಾರಿಗಳು ಸಸಿ ನೆಟ್ಟರು. ಈ ಸಂದರ್ಭದಲ್ಲಿ ನಗರಸಭೆಯ ಅಧ್ಯಕ್ಷ ಎನ್.ರೂಪೇಶ್ ಕುಮಾರ್ ಮಾತನಾಡಿ, ನಗರಸಭೆಯ ವ್ಯಾಪ್ತಿಯಲ್ಲಿನ ಎಲ್ಲಾ ಸಾರ್ವಜನಿಕ ಉದ್ಯಾನ ವನ ಮತ್ತು ರುದ್ರ ಭೂಮಿ ಆವರಣಗಳಲ್ಲಿ ಸಸಿಗಳನ್ನು ನೆಟ್ಟು ಪೋಷಿಸಲಾಗುವುದು. ಬೇಸಿಗೆ ಸಂದರ್ಭದಲ್ಲಿ ನೆರಳು ನೀಡುವ ಗಿಡಗಳನ್ನು ನೆಡಲು ಮುಂದಾಗಿದ್ದು, ಇದಕ್ಕೆ ಸಾರ್ವಜನಿಕರು ಕೈ ಜೋಡಿಸಬೇಕು ಎಂದರು. — [326, 1691, 621, 1881]
monsoon-headline-2: ರಸಗೊಬ್ಬರ-ಬಿತ್ತನೆ ಬೀಜದ ಅಭಾವದ ಭೀತಿ — [1023, 1855, 1429, 1889]
dam-photo — [21, 420, 304, 583]
dam-metric-value: : 05-06-2025 — [160, 593, 241, 607]
monsoon-more[interactable]: >>4 — [1453, 2381, 1481, 2396]
byline: ಹೊಸಪೇಟೆ ಟೈಮ್ಸ್ ನ್ಯೂಸ್ — [949, 1361, 1063, 1376]
section-rule — [326, 1247, 1503, 1249]
left-ad-line: ರುಚಿಕರ ಸ್ನಾಕ್ಸ್‌ಗಳು ಲಭ್ಯವಿದೆ. — [105, 101, 203, 113]
dam-metric-unit: ಅಡಿ — [262, 630, 278, 645]
phone-icon: ☎ — [1060, 297, 1082, 316]
dam-box-title: ತುಂಗಭದ್ರಾ ಜಲಾಶಯ — [16, 381, 308, 412]
police-headline-1: ದೀಪದ ಬುಡ ಕತ್ತಲು, ಬಾಡಿ ಕ್ಯಾಮರ ಇಲ್ಲ — [1047, 1258, 1404, 1289]
newspaper-email[interactable]: hospettimes@gmail.com — [1126, 342, 1342, 360]
left-ad-address: ಬೀಚಾಮಿನಸರ್ಕಲ್, ಜಿ ಡಿ ಆರ್ಡೇಕಟ್, ಸಂದರ್ಶಕ ಶಾಲೆ ಎದುರು, ಹೊಸಪೇಟೆ. — [31, 143, 197, 167]
dam-table-row — [21, 703, 304, 722]
story-body: ಬಳ್ಳಾರಿ:ನ್ಯಾಯಮೂರ್ತಿ ಡಾ.ಹೆಚ್.ಎನ್. ನಾಗಮೋಹನ್ ದಾಸ್ ರವರ ಏಕ ಸದಸ್ಯ ವಿಚಾರಣಾ ಆಯೋಗದ ನಿರ್ದೇಶನದಂತೆ ಪರಿಶಿಷ್ಟ ಜಾತಿ ಒಳ ಮೀಸಲಾತಿ ವರ್ಗೀಕರಣ ಸಮೀಕ್ಷೆ ಕಾರ್ಯದ ವಿಶೇಷ ಶಿಬಿರ (ಬೂತ್ ಮಟ್ಟದ) ಅವಧಿಯ ಜೂ.08 ರ ವರೆಗೆ ವಿಸ್ತರಣೆ ಮಾಡಲಾಗಿದೆ ಎಂದು ಜಿಲ್ಲಾ ಸಮಾಜ ಕಲ್ಯಾಣ ಇಲಾಖೆಯ ಉಪನಿರ್ದೇಶಕ ಬಿ.ಮಲ್ಲಿಕಾರ್ಜುನ ಅವರು ತಿಳಿಸಿದ್ದಾರೆ. ಪರಿಶಿಷ್ಟ ಜಾತಿ ಜನಾಂಗದ ಸಮೀಕ್ಷೆ ಕಾರ್ಯವು ನಿಗದಿತ ವೇಳಾಪಟ್ಟಿಯಲ್ಲಿ ಪೂರ್ಣಗೊಂಡಿರುವುದಿಲ್ಲವೆಂದು ತಿಳಿಸಿ ಸಮುದಾಯದ ಅವಧಿಯನ್ನು ವಿಸ್ತರಿಸಲಾಗಿದೆ ವಿವಿಧ ಸಂಘ-ಸಂಸ್ಥೆಗಳ ಮುಖಂಡರುಗಳು ಕೋರಿರುವ ಹಿನ್ನೆಲೆಯಲ್ಲಿ ಪರಿಶಿಷ್ಟ ಜಾತಿಯ ವರ್ಗದವರು ವಿಶೇಷ ಶಿಬಿರಗಳಲ್ಲಿ ಭಾಗವಹಿಸಿ ಮಾಹಿತಿ ನೋಂದಾಯಿಸಬೇಕು. ಆನ್ ಲೈನ್ ಮೂಲಕ ಸ್ವಯಂ ಘೋಷಣೆ ಪ್ರಕ್ರಿಯೆಯು ಜೂ.08 ರವರೆಗೆ ಮುಂದುವರೆಯಲಿದೆ ಎಂದು ಪ್ರಕಟಣೆಯಲ್ಲಿ ತಿಳಿಸಿದ್ದಾರೆ. — [14, 1582, 311, 1801]
dam-metric-label: ಇಂದಿನ ಸಾಮರ್ಥ್ಯ — [24, 649, 96, 663]
date-english: 06 JUN 2025 — [1395, 326, 1502, 345]
registration-line: RNI:36769/1983|Regd No : PMG/KA/NK/Bly/02/2023-24|ಹೊಸಪೇಟೆ, ಬಳ್ಳಾರಿ, ವಿಜಯನಗರ. — [206, 340, 931, 360]
left-ad-footer: ಬಿಸ್ಕತ್ತು ಬ್ರಾಂಡ್ ಇಲ್ಲಿ — [63, 256, 172, 269]
headline-line: ಜೂ.08 ರ ವರೆಗೆ ಮೀಸಲಾತಿ — [64, 1505, 261, 1529]
dam-metric-value: : 1,633.00 — [160, 611, 224, 626]
whatsapp-icon[interactable]: ✆ — [227, 199, 266, 238]
banner-shape — [929, 687, 1123, 750]
author: "ನೀಲೇಶ್ ಕುಮಾರ್ ಗೌಡ" — [949, 1341, 1067, 1357]
dam-metric-unit: ಕ್ಯೂಸೆಕ್ — [262, 667, 294, 682]
ganga-col1 — [14, 2027, 286, 2400]
monsoon-caption: ಜಿಲ್ಲೆಯ ಕೊಟ್ಟೂರು ತಾಲ್ಲೂಕಿನಲ್ಲಿ ಹೊಲವೊಂದರಲ್ಲಿ ರೈತ ಭೂಮಿ ಹದ ಮಾಡುತ್ತಿರುವುದು. — [1139, 2155, 1495, 2170]
left-ad-title: ಶ್ರೀರಾಘವೇಂದ್ರ ಬೇಕರಿ — [16, 18, 212, 43]
tea-brand-top: SREE MARUTHI's — [1322, 50, 1380, 72]
dam-metric-unit: ಟಿಎಂಸಿ — [262, 649, 291, 663]
ganga-photo — [303, 2031, 934, 2257]
english-name: HOSPET TIMES — [335, 89, 566, 124]
left-ad-line: ಇಲ್ಲಿ ವಿವಿಧ — [135, 57, 172, 68]
tea-ad-line: ಶುದ್ಧ ಕಾಫಿ ಬೀಜಗಳಿಂದ ತಯಾರಿಸಿದ, — [1333, 152, 1445, 163]
